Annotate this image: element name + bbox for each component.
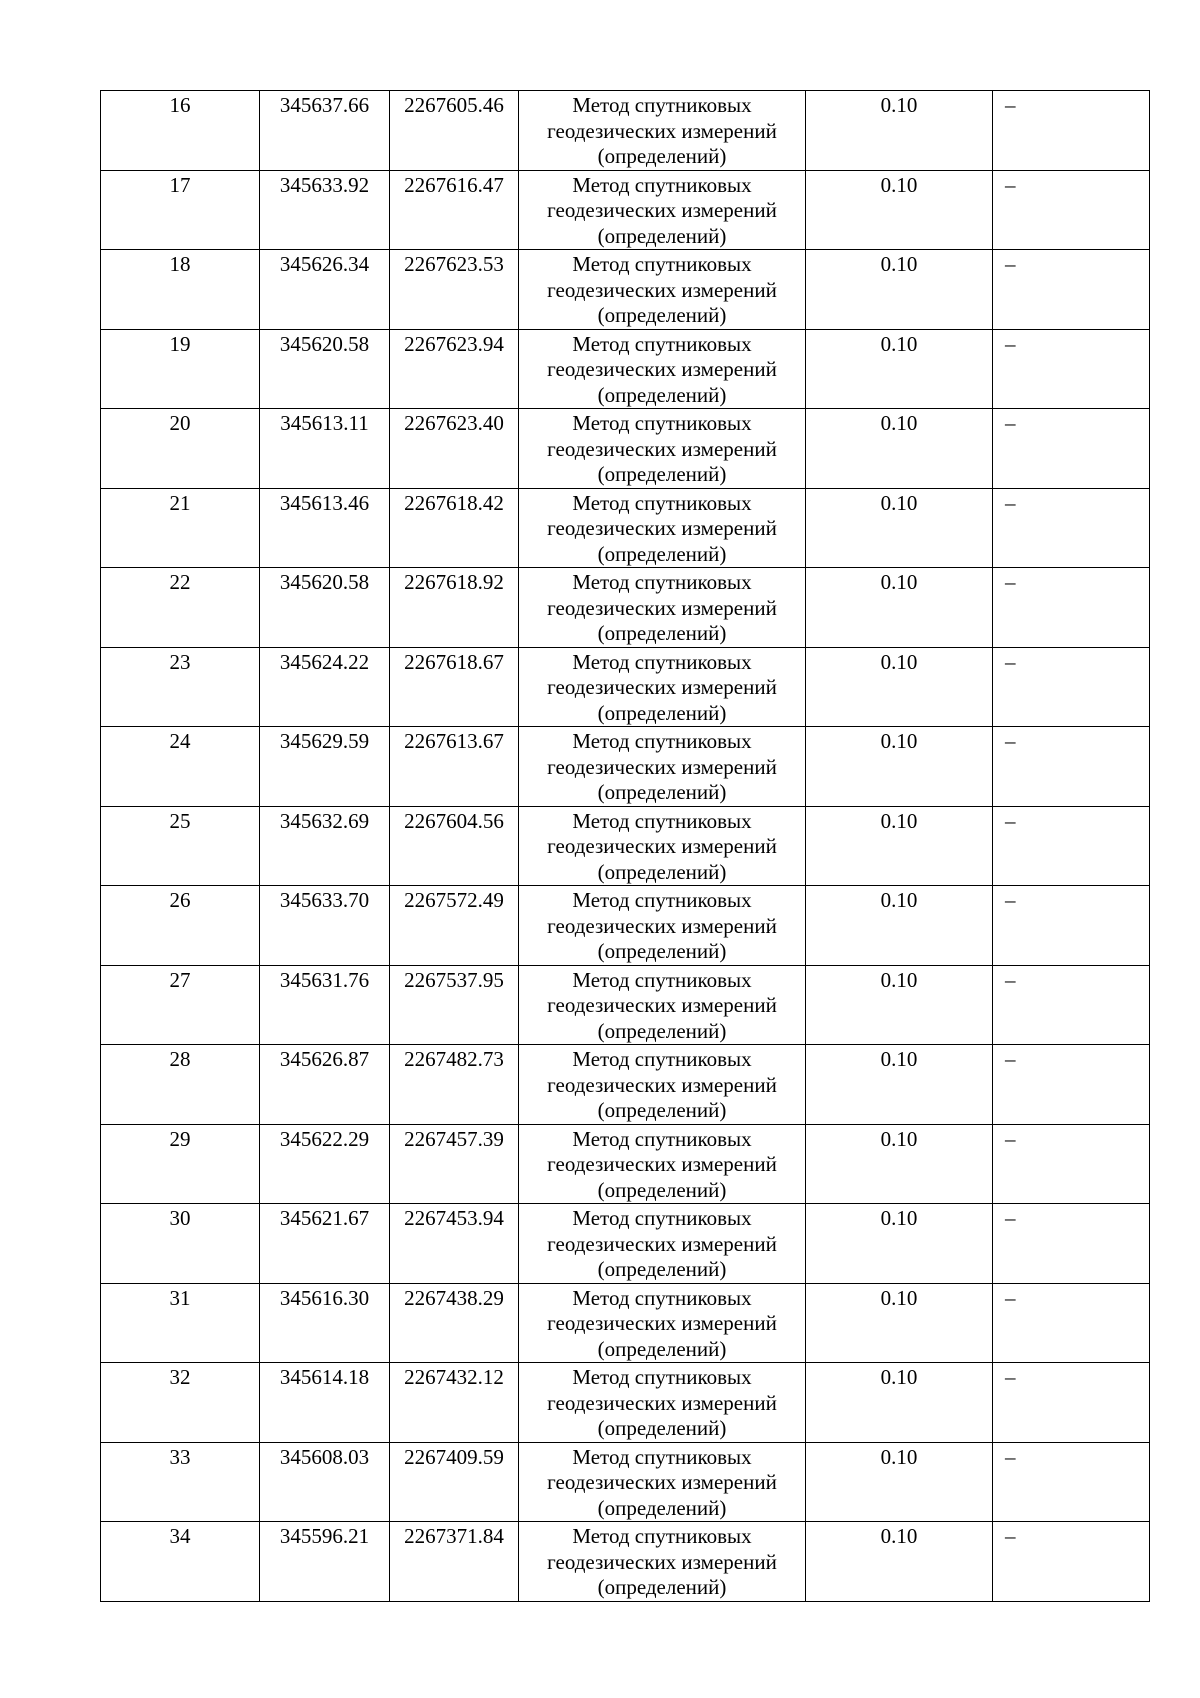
note-cell: – (993, 170, 1150, 250)
note-cell: – (993, 1363, 1150, 1443)
point-number: 22 (101, 568, 260, 648)
coordinate-y: 2267618.42 (390, 488, 519, 568)
table-row (101, 250, 1150, 330)
coordinate-x: 345622.29 (260, 1124, 390, 1204)
accuracy-cell: 0.10 (806, 488, 993, 568)
coordinate-x: 345616.30 (260, 1283, 390, 1363)
table-row (101, 1283, 1150, 1363)
table-row (101, 1363, 1150, 1443)
point-number: 26 (101, 886, 260, 966)
coordinate-y: 2267623.94 (390, 329, 519, 409)
method-cell: Метод спутниковых геодезических измерений (определений) (519, 806, 806, 886)
accuracy-cell: 0.10 (806, 1283, 993, 1363)
point-number: 32 (101, 1363, 260, 1443)
accuracy-cell: 0.10 (806, 568, 993, 648)
coordinate-y: 2267613.67 (390, 727, 519, 807)
note-cell: – (993, 647, 1150, 727)
table-row (101, 329, 1150, 409)
coordinate-y: 2267616.47 (390, 170, 519, 250)
coordinate-x: 345631.76 (260, 965, 390, 1045)
accuracy-cell: 0.10 (806, 409, 993, 489)
method-cell: Метод спутниковых геодезических измерений (определений) (519, 1522, 806, 1602)
accuracy-cell: 0.10 (806, 170, 993, 250)
note-cell: – (993, 886, 1150, 966)
table-row (101, 1442, 1150, 1522)
point-number: 30 (101, 1204, 260, 1284)
method-cell: Метод спутниковых геодезических измерений (определений) (519, 488, 806, 568)
coordinate-x: 345626.34 (260, 250, 390, 330)
accuracy-cell: 0.10 (806, 91, 993, 171)
point-number: 25 (101, 806, 260, 886)
coordinate-y: 2267371.84 (390, 1522, 519, 1602)
coordinate-x: 345632.69 (260, 806, 390, 886)
method-cell: Метод спутниковых геодезических измерений (определений) (519, 1442, 806, 1522)
table-row (101, 568, 1150, 648)
accuracy-cell: 0.10 (806, 250, 993, 330)
coordinate-x: 345629.59 (260, 727, 390, 807)
table-row (101, 806, 1150, 886)
coordinate-y: 2267605.46 (390, 91, 519, 171)
note-cell: – (993, 91, 1150, 171)
method-cell: Метод спутниковых геодезических измерений (определений) (519, 1204, 806, 1284)
coordinate-x: 345613.46 (260, 488, 390, 568)
coordinate-x: 345633.92 (260, 170, 390, 250)
coordinate-x: 345637.66 (260, 91, 390, 171)
method-cell: Метод спутниковых геодезических измерений (определений) (519, 727, 806, 807)
accuracy-cell: 0.10 (806, 1522, 993, 1602)
coordinate-x: 345621.67 (260, 1204, 390, 1284)
table-row (101, 409, 1150, 489)
method-cell: Метод спутниковых геодезических измерений (определений) (519, 647, 806, 727)
point-number: 33 (101, 1442, 260, 1522)
coordinate-x: 345613.11 (260, 409, 390, 489)
note-cell: – (993, 329, 1150, 409)
method-cell: Метод спутниковых геодезических измерений (определений) (519, 1363, 806, 1443)
method-cell: Метод спутниковых геодезических измерений (определений) (519, 1283, 806, 1363)
table-row (101, 170, 1150, 250)
coordinates-table (100, 90, 1150, 1602)
table-row (101, 647, 1150, 727)
table-row (101, 1045, 1150, 1125)
accuracy-cell: 0.10 (806, 806, 993, 886)
coordinate-x: 345608.03 (260, 1442, 390, 1522)
coordinate-y: 2267572.49 (390, 886, 519, 966)
method-cell: Метод спутниковых геодезических измерений (определений) (519, 409, 806, 489)
note-cell: – (993, 1442, 1150, 1522)
note-cell: – (993, 409, 1150, 489)
table-row (101, 488, 1150, 568)
note-cell: – (993, 250, 1150, 330)
table-row (101, 965, 1150, 1045)
coordinate-y: 2267537.95 (390, 965, 519, 1045)
note-cell: – (993, 488, 1150, 568)
point-number: 27 (101, 965, 260, 1045)
coordinate-x: 345620.58 (260, 329, 390, 409)
coordinate-y: 2267482.73 (390, 1045, 519, 1125)
note-cell: – (993, 568, 1150, 648)
accuracy-cell: 0.10 (806, 727, 993, 807)
table-row (101, 1124, 1150, 1204)
note-cell: – (993, 1045, 1150, 1125)
point-number: 16 (101, 91, 260, 171)
point-number: 34 (101, 1522, 260, 1602)
coordinate-x: 345596.21 (260, 1522, 390, 1602)
accuracy-cell: 0.10 (806, 329, 993, 409)
point-number: 17 (101, 170, 260, 250)
coordinate-y: 2267618.92 (390, 568, 519, 648)
table-row (101, 1204, 1150, 1284)
coordinate-y: 2267623.40 (390, 409, 519, 489)
method-cell: Метод спутниковых геодезических измерений (определений) (519, 568, 806, 648)
method-cell: Метод спутниковых геодезических измерений (определений) (519, 965, 806, 1045)
coordinate-y: 2267453.94 (390, 1204, 519, 1284)
point-number: 18 (101, 250, 260, 330)
note-cell: – (993, 1124, 1150, 1204)
point-number: 24 (101, 727, 260, 807)
method-cell: Метод спутниковых геодезических измерений (определений) (519, 250, 806, 330)
point-number: 19 (101, 329, 260, 409)
coordinate-x: 345624.22 (260, 647, 390, 727)
coordinate-y: 2267457.39 (390, 1124, 519, 1204)
note-cell: – (993, 1283, 1150, 1363)
coordinate-y: 2267409.59 (390, 1442, 519, 1522)
coordinate-y: 2267618.67 (390, 647, 519, 727)
note-cell: – (993, 1522, 1150, 1602)
coordinate-y: 2267432.12 (390, 1363, 519, 1443)
table-row (101, 886, 1150, 966)
note-cell: – (993, 965, 1150, 1045)
method-cell: Метод спутниковых геодезических измерений (определений) (519, 1124, 806, 1204)
method-cell: Метод спутниковых геодезических измерений (определений) (519, 329, 806, 409)
table-row (101, 91, 1150, 171)
note-cell: – (993, 1204, 1150, 1284)
coordinate-x: 345614.18 (260, 1363, 390, 1443)
accuracy-cell: 0.10 (806, 1442, 993, 1522)
accuracy-cell: 0.10 (806, 965, 993, 1045)
coordinate-x: 345620.58 (260, 568, 390, 648)
coordinate-y: 2267604.56 (390, 806, 519, 886)
method-cell: Метод спутниковых геодезических измерений (определений) (519, 886, 806, 966)
accuracy-cell: 0.10 (806, 1045, 993, 1125)
point-number: 23 (101, 647, 260, 727)
point-number: 20 (101, 409, 260, 489)
coordinate-y: 2267623.53 (390, 250, 519, 330)
accuracy-cell: 0.10 (806, 1204, 993, 1284)
method-cell: Метод спутниковых геодезических измерений (определений) (519, 1045, 806, 1125)
accuracy-cell: 0.10 (806, 1363, 993, 1443)
note-cell: – (993, 806, 1150, 886)
coordinate-x: 345626.87 (260, 1045, 390, 1125)
accuracy-cell: 0.10 (806, 647, 993, 727)
method-cell: Метод спутниковых геодезических измерений (определений) (519, 170, 806, 250)
point-number: 29 (101, 1124, 260, 1204)
accuracy-cell: 0.10 (806, 1124, 993, 1204)
coordinate-y: 2267438.29 (390, 1283, 519, 1363)
point-number: 28 (101, 1045, 260, 1125)
table-row (101, 727, 1150, 807)
note-cell: – (993, 727, 1150, 807)
point-number: 31 (101, 1283, 260, 1363)
method-cell: Метод спутниковых геодезических измерений (определений) (519, 91, 806, 171)
coordinate-x: 345633.70 (260, 886, 390, 966)
table-row (101, 1522, 1150, 1602)
accuracy-cell: 0.10 (806, 886, 993, 966)
point-number: 21 (101, 488, 260, 568)
